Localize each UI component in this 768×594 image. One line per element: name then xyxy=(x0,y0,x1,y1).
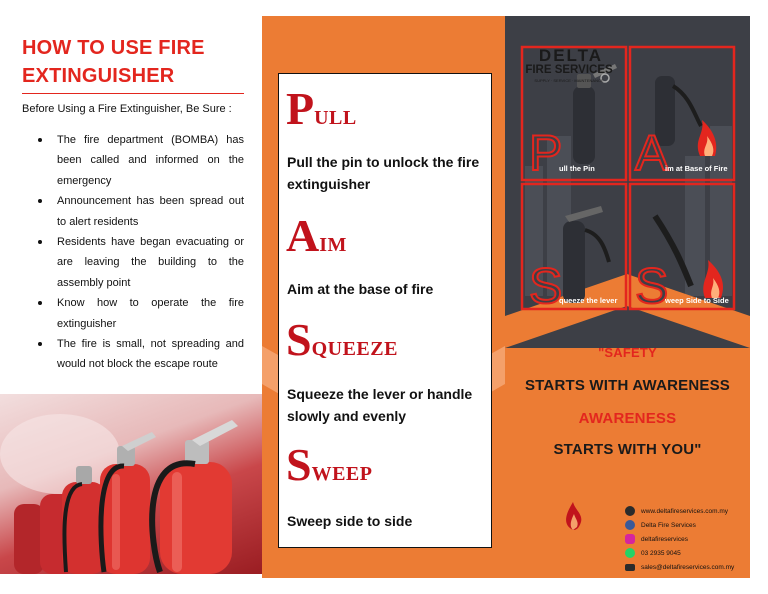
left-panel xyxy=(0,0,262,594)
bullet-icon xyxy=(38,342,42,346)
tile-letter-p: P xyxy=(529,125,563,181)
step-pull-heading: PULL xyxy=(286,83,357,134)
quote-line-2: STARTS WITH AWARENESS xyxy=(524,377,731,394)
tile-label-pull: ull the Pin xyxy=(559,164,595,173)
list-item: Announcement has been spread out to alert residents xyxy=(38,191,244,232)
step-sweep-desc: Sweep side to side xyxy=(287,513,413,529)
title-line-2: EXTINGUISHER xyxy=(22,65,175,87)
tile-letter-s-sweep: S xyxy=(635,258,669,314)
step-squeeze-desc: Squeeze the lever or handle slowly and evenly xyxy=(287,386,473,424)
instagram-icon xyxy=(625,534,635,544)
bullet-icon xyxy=(38,240,42,244)
list-item: Know how to operate the fire extinguisher xyxy=(38,293,244,334)
pass-steps-panel xyxy=(262,16,505,578)
list-item: The fire is small, not spreading and would not block the escape route xyxy=(38,334,244,375)
contact-whatsapp[interactable]: 03 2935 9045 xyxy=(625,547,681,559)
logo-subtitle: FIRE SERVICES xyxy=(525,64,613,76)
extinguisher-illustration xyxy=(0,394,262,574)
quote-line-4: STARTS WITH YOU" xyxy=(553,441,702,458)
bullet-icon xyxy=(38,199,42,203)
step-squeeze-heading: SQUEEZE xyxy=(286,314,398,365)
step-aim-desc: Aim at the base of fire xyxy=(287,281,434,297)
list-item: Residents have began evacuating or are leaving the building to the assembly point xyxy=(38,232,244,293)
bullet-icon xyxy=(38,138,42,142)
tile-label-aim: im at Base of Fire xyxy=(665,164,728,173)
title-divider xyxy=(22,93,244,94)
contact-facebook[interactable]: Delta Fire Services xyxy=(625,519,696,531)
globe-icon xyxy=(625,506,635,516)
tile-letter-s: S xyxy=(529,258,563,314)
step-aim-heading: AIM xyxy=(286,210,347,261)
list-item: The fire department (BOMBA) has been called and informed on the emergency xyxy=(38,130,244,191)
quote-line-3: AWARENESS xyxy=(578,410,677,427)
whatsapp-icon xyxy=(625,548,635,558)
delta-logo xyxy=(515,500,623,564)
logo-name: DELTA xyxy=(538,46,604,65)
intro-text: Before Using a Fire Extinguisher, Be Sure : xyxy=(22,103,232,115)
bullet-icon xyxy=(38,301,42,305)
title-line-1: HOW TO USE FIRE xyxy=(22,37,205,59)
contact-instagram[interactable]: deltafireservices xyxy=(625,533,688,545)
tile-label-sweep: weep Side to Side xyxy=(665,296,729,305)
flame-logo-icon xyxy=(515,500,623,534)
extinguishers-photo xyxy=(0,394,262,574)
email-icon xyxy=(625,564,635,571)
logo-tagline: SUPPLY · SERVICE · MAINTENANCE xyxy=(534,78,604,83)
contact-website[interactable]: www.deltafireservices.com.my xyxy=(625,505,728,517)
tile-letter-a: A xyxy=(635,125,669,181)
facebook-icon xyxy=(625,520,635,530)
contact-email[interactable]: sales@deltafireservices.com.my xyxy=(625,561,734,573)
quote-line-1: "SAFETY xyxy=(598,345,657,360)
step-pull-desc: Pull the pin to unlock the fire extinguisher xyxy=(287,154,480,192)
checklist xyxy=(38,130,244,375)
steps-card xyxy=(278,73,492,548)
tile-label-squeeze: queeze the lever xyxy=(559,296,618,305)
pass-summary-panel xyxy=(505,16,750,578)
step-sweep-heading: SWEEP xyxy=(286,439,373,490)
page-title xyxy=(22,34,252,90)
